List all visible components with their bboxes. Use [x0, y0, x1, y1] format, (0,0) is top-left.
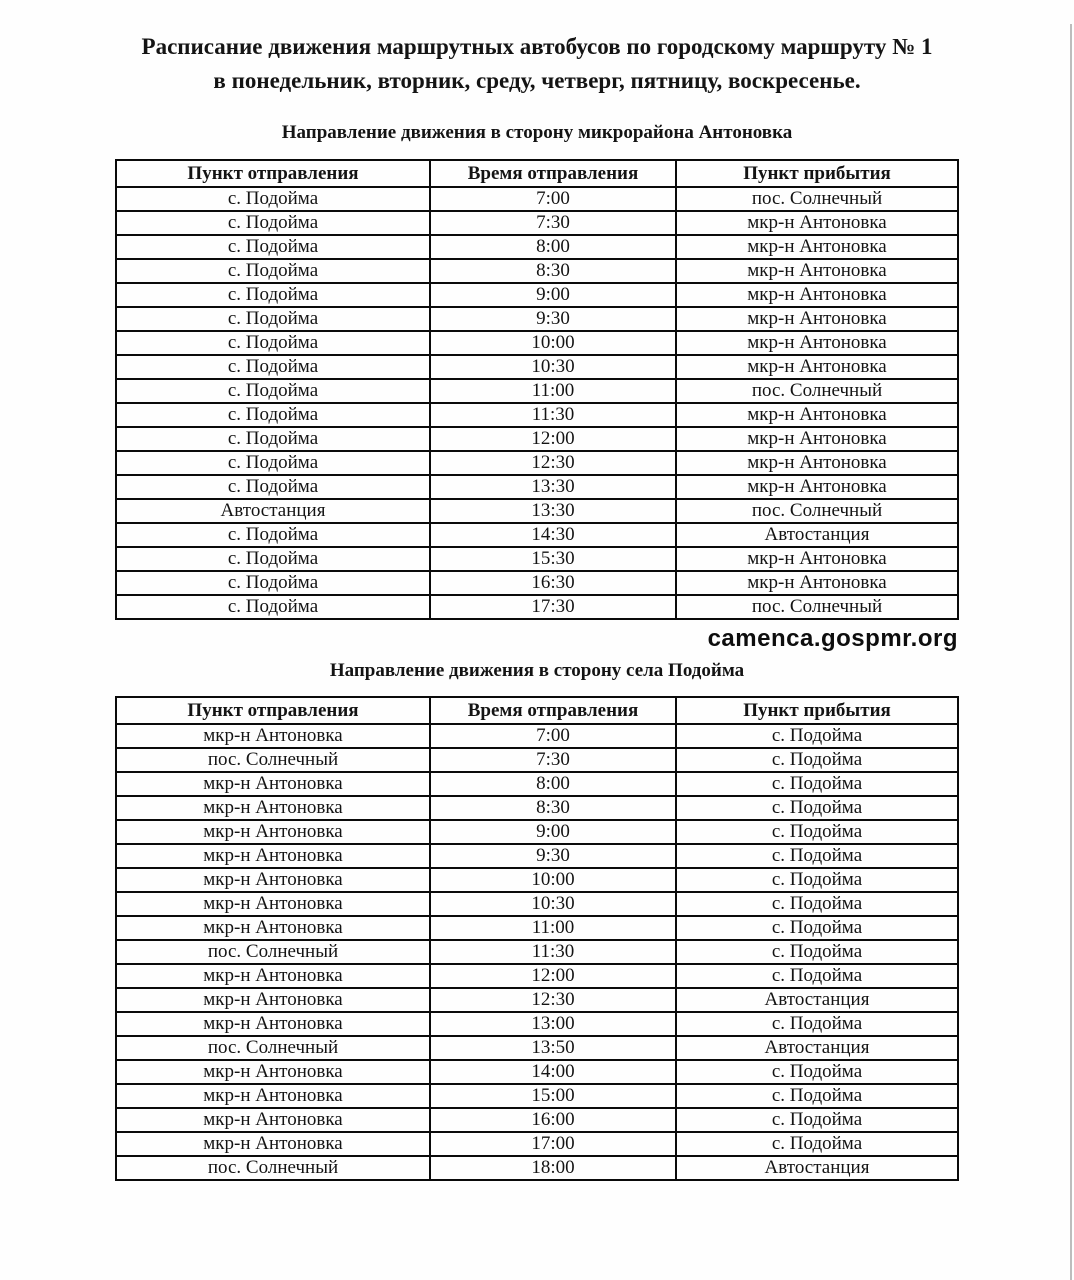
table-row — [116, 595, 958, 619]
table-cell-to: Автостанция — [676, 523, 958, 547]
table-cell-to: мкр-н Антоновка — [676, 427, 958, 451]
table-cell-time: 8:30 — [430, 796, 676, 820]
table-cell-from: с. Подойма — [116, 523, 430, 547]
table-cell-from: с. Подойма — [116, 259, 430, 283]
table-cell-to: с. Подойма — [676, 844, 958, 868]
table-cell-from: мкр-н Антоновка — [116, 1132, 430, 1156]
section-heading-antonovka: Направление движения в сторону микрорайона Антоновка — [281, 122, 793, 143]
table-row — [116, 547, 958, 571]
table-cell-time: 8:00 — [430, 772, 676, 796]
table-cell-to: мкр-н Антоновка — [676, 547, 958, 571]
table-cell-from: с. Подойма — [116, 211, 430, 235]
table-cell-time: 17:30 — [430, 595, 676, 619]
table-cell-time: 8:00 — [430, 235, 676, 259]
table-row — [116, 451, 958, 475]
table-header-row — [116, 160, 958, 187]
table-cell-to: пос. Солнечный — [676, 595, 958, 619]
column-header-arrival-point: Пункт прибытия — [676, 160, 958, 187]
table-cell-time: 18:00 — [430, 1156, 676, 1180]
table-row — [116, 1132, 958, 1156]
table-row — [116, 307, 958, 331]
table-cell-to: с. Подойма — [676, 868, 958, 892]
table-cell-time: 12:00 — [430, 427, 676, 451]
table-cell-to: мкр-н Антоновка — [676, 235, 958, 259]
table-cell-from: мкр-н Антоновка — [116, 820, 430, 844]
table-row — [116, 427, 958, 451]
table-cell-from: мкр-н Антоновка — [116, 916, 430, 940]
table-cell-from: с. Подойма — [116, 187, 430, 211]
table-cell-to: мкр-н Антоновка — [676, 331, 958, 355]
table-row — [116, 259, 958, 283]
table-cell-from: мкр-н Антоновка — [116, 1060, 430, 1084]
table-cell-to: мкр-н Антоновка — [676, 403, 958, 427]
table-cell-to: Автостанция — [676, 988, 958, 1012]
table-row — [116, 331, 958, 355]
table-cell-time: 12:30 — [430, 451, 676, 475]
table-cell-from: мкр-н Антоновка — [116, 892, 430, 916]
page-title-line1: Расписание движения маршрутных автобусов по городскому маршруту № 1 — [141, 34, 933, 59]
table-row — [116, 868, 958, 892]
table-row — [116, 355, 958, 379]
table-cell-from: пос. Солнечный — [116, 748, 430, 772]
table-cell-to: с. Подойма — [676, 1108, 958, 1132]
table-row — [116, 724, 958, 748]
table-cell-time: 10:00 — [430, 868, 676, 892]
table-cell-to: пос. Солнечный — [676, 499, 958, 523]
table-row — [116, 1084, 958, 1108]
column-header-departure-point: Пункт отправления — [116, 160, 430, 187]
table-cell-from: мкр-н Антоновка — [116, 844, 430, 868]
table-cell-time: 11:00 — [430, 379, 676, 403]
table-cell-time: 13:30 — [430, 475, 676, 499]
table-cell-time: 12:00 — [430, 964, 676, 988]
table-cell-from: с. Подойма — [116, 307, 430, 331]
table-cell-from: пос. Солнечный — [116, 1156, 430, 1180]
table-cell-to: с. Подойма — [676, 892, 958, 916]
table-cell-to: пос. Солнечный — [676, 379, 958, 403]
table-row — [116, 235, 958, 259]
table-cell-from: с. Подойма — [116, 403, 430, 427]
column-header-departure-point: Пункт отправления — [116, 697, 430, 724]
table-row — [116, 1060, 958, 1084]
scan-edge-line — [1070, 24, 1072, 1280]
direction-section-podoima — [0, 659, 1074, 1181]
table-cell-time: 10:00 — [430, 331, 676, 355]
table-row — [116, 187, 958, 211]
table-cell-time: 13:50 — [430, 1036, 676, 1060]
table-cell-to: с. Подойма — [676, 940, 958, 964]
table-cell-to: с. Подойма — [676, 1012, 958, 1036]
table-cell-to: мкр-н Антоновка — [676, 259, 958, 283]
table-cell-from: с. Подойма — [116, 547, 430, 571]
table-cell-from: мкр-н Антоновка — [116, 868, 430, 892]
table-cell-from: мкр-н Антоновка — [116, 988, 430, 1012]
table-cell-time: 10:30 — [430, 355, 676, 379]
table-cell-to: с. Подойма — [676, 796, 958, 820]
watermark-text: camenca.gospmr.org — [707, 625, 958, 652]
table-cell-from: мкр-н Антоновка — [116, 772, 430, 796]
table-row — [116, 940, 958, 964]
table-cell-time: 13:00 — [430, 1012, 676, 1036]
table-row — [116, 499, 958, 523]
table-cell-time: 14:30 — [430, 523, 676, 547]
table-cell-time: 7:00 — [430, 187, 676, 211]
table-row — [116, 283, 958, 307]
table-cell-to: мкр-н Антоновка — [676, 283, 958, 307]
table-row — [116, 892, 958, 916]
table-cell-to: с. Подойма — [676, 748, 958, 772]
table-row — [116, 379, 958, 403]
table-cell-to: с. Подойма — [676, 772, 958, 796]
table-cell-from: с. Подойма — [116, 451, 430, 475]
table-cell-to: пос. Солнечный — [676, 187, 958, 211]
table-row — [116, 1036, 958, 1060]
schedule-table-podoima — [115, 696, 959, 1181]
table-row — [116, 211, 958, 235]
section-heading-podoima: Направление движения в сторону села Подойма — [329, 660, 745, 681]
table-cell-time: 15:00 — [430, 1084, 676, 1108]
table-cell-time: 7:00 — [430, 724, 676, 748]
table-cell-to: с. Подойма — [676, 820, 958, 844]
table-cell-time: 8:30 — [430, 259, 676, 283]
table-cell-from: пос. Солнечный — [116, 940, 430, 964]
table-row — [116, 772, 958, 796]
table-row — [116, 988, 958, 1012]
table-cell-time: 15:30 — [430, 547, 676, 571]
table-cell-to: мкр-н Антоновка — [676, 451, 958, 475]
table-cell-time: 14:00 — [430, 1060, 676, 1084]
table-cell-time: 12:30 — [430, 988, 676, 1012]
table-cell-from: с. Подойма — [116, 355, 430, 379]
table-cell-to: Автостанция — [676, 1156, 958, 1180]
page-title — [0, 0, 1074, 98]
table-cell-time: 11:30 — [430, 940, 676, 964]
table-cell-time: 16:00 — [430, 1108, 676, 1132]
table-row — [116, 844, 958, 868]
table-cell-time: 11:00 — [430, 916, 676, 940]
table-cell-time: 11:30 — [430, 403, 676, 427]
schedule-table-antonovka — [115, 159, 959, 620]
column-header-arrival-point: Пункт прибытия — [676, 697, 958, 724]
table-cell-to: с. Подойма — [676, 1084, 958, 1108]
table-cell-time: 13:30 — [430, 499, 676, 523]
table-row — [116, 820, 958, 844]
table-cell-to: мкр-н Антоновка — [676, 475, 958, 499]
table-row — [116, 1156, 958, 1180]
table-cell-from: мкр-н Антоновка — [116, 1012, 430, 1036]
table-row — [116, 916, 958, 940]
table-cell-to: с. Подойма — [676, 964, 958, 988]
table-header-row — [116, 697, 958, 724]
column-header-departure-time: Время отправления — [430, 697, 676, 724]
table-cell-from: с. Подойма — [116, 283, 430, 307]
table-cell-from: с. Подойма — [116, 379, 430, 403]
table-cell-from: с. Подойма — [116, 235, 430, 259]
table-row — [116, 748, 958, 772]
table-cell-from: с. Подойма — [116, 427, 430, 451]
table-cell-time: 9:00 — [430, 820, 676, 844]
table-cell-time: 9:00 — [430, 283, 676, 307]
table-row — [116, 475, 958, 499]
table-cell-from: пос. Солнечный — [116, 1036, 430, 1060]
table-cell-from: мкр-н Антоновка — [116, 1084, 430, 1108]
table-cell-to: с. Подойма — [676, 1060, 958, 1084]
table-cell-from: с. Подойма — [116, 475, 430, 499]
table-cell-from: мкр-н Антоновка — [116, 796, 430, 820]
table-cell-time: 7:30 — [430, 748, 676, 772]
table-cell-time: 9:30 — [430, 307, 676, 331]
table-cell-from: мкр-н Антоновка — [116, 1108, 430, 1132]
column-header-departure-time: Время отправления — [430, 160, 676, 187]
table-cell-time: 17:00 — [430, 1132, 676, 1156]
table-cell-to: мкр-н Антоновка — [676, 571, 958, 595]
page-title-line2: в понедельник, вторник, среду, четверг, пятницу, воскресенье. — [213, 68, 861, 93]
table-cell-time: 9:30 — [430, 844, 676, 868]
direction-section-antonovka — [0, 121, 1074, 620]
table-cell-to: мкр-н Антоновка — [676, 355, 958, 379]
table-cell-from: с. Подойма — [116, 571, 430, 595]
table-row — [116, 1012, 958, 1036]
table-cell-to: с. Подойма — [676, 724, 958, 748]
table-cell-to: с. Подойма — [676, 916, 958, 940]
table-row — [116, 403, 958, 427]
table-cell-from: с. Подойма — [116, 595, 430, 619]
table-cell-to: Автостанция — [676, 1036, 958, 1060]
table-cell-to: мкр-н Антоновка — [676, 211, 958, 235]
table-row — [116, 523, 958, 547]
table-row — [116, 964, 958, 988]
table-cell-from: мкр-н Антоновка — [116, 724, 430, 748]
table-cell-time: 10:30 — [430, 892, 676, 916]
table-cell-from: мкр-н Антоновка — [116, 964, 430, 988]
table-row — [116, 571, 958, 595]
table-cell-time: 16:30 — [430, 571, 676, 595]
table-cell-to: с. Подойма — [676, 1132, 958, 1156]
table-cell-from: с. Подойма — [116, 331, 430, 355]
table-row — [116, 1108, 958, 1132]
table-row — [116, 796, 958, 820]
table-cell-time: 7:30 — [430, 211, 676, 235]
table-cell-to: мкр-н Антоновка — [676, 307, 958, 331]
table-cell-from: Автостанция — [116, 499, 430, 523]
